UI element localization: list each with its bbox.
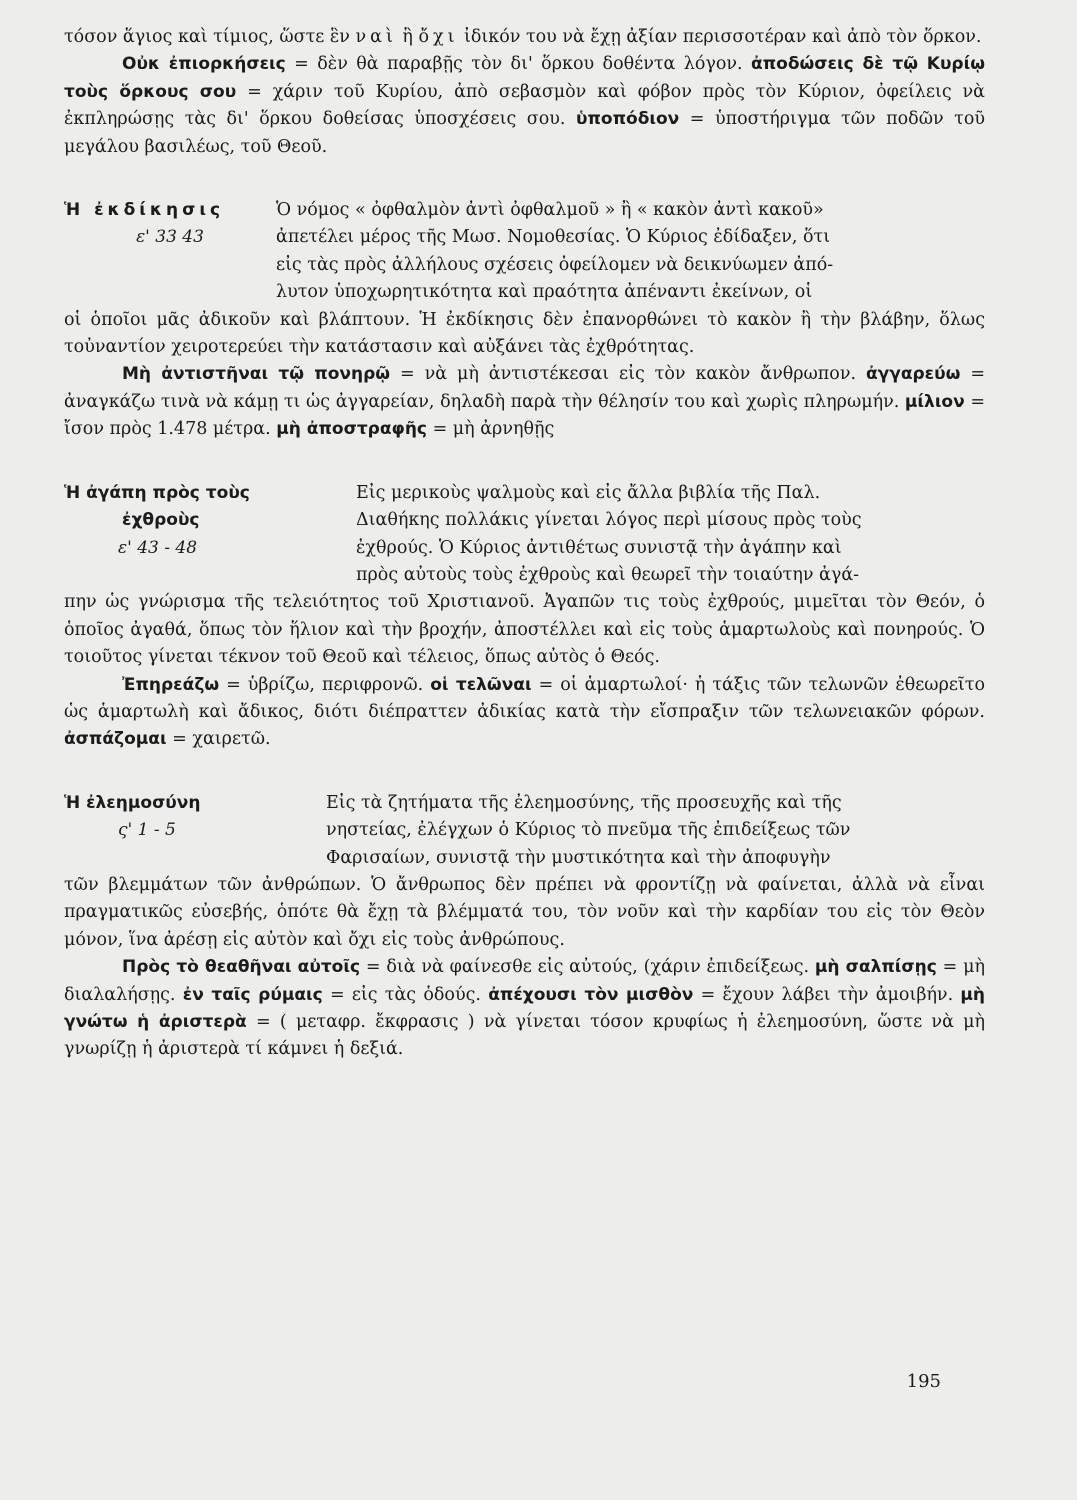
gloss-term: ἀγγαρεύω [865, 364, 961, 385]
section-heading: Ἡ ἐλεημοσύνη [64, 792, 201, 813]
section-heading-line2: ἐχθροὺς [122, 510, 200, 531]
section-glossary [64, 361, 985, 443]
gloss-term: ἐν ταῖς ρύμαις [182, 984, 323, 1005]
spaced-word: ὄχι [418, 27, 459, 47]
section-sidebar [64, 480, 356, 562]
gloss-term: Πρὸς τὸ θεαθῆναι αὐτοῖς [122, 957, 361, 978]
text: ἢ [396, 27, 419, 47]
text-line: Φαρισαίων, συνιστᾷ τὴν μυστικότητα καὶ τὴν ἀποφυγὴν [326, 847, 831, 868]
text-line: πρὸς αὐτοὺς τοὺς ἐχθροὺς καὶ θεωρεῖ τὴν τοιαύτην ἀγά- [356, 564, 860, 585]
text-line: ἐχθρούς. Ὁ Κύριος ἀντιθέτως συνιστᾷ τὴν ἀγάπην καὶ [356, 537, 842, 558]
gloss-definition: = εἰς τὰς ὁδούς. [322, 984, 489, 1005]
gloss-definition: = ὑποστήριγμα τῶν ποδῶν τοῦ μεγάλου βασιλέως, τοῦ Θεοῦ. [64, 109, 985, 157]
gloss-term: Μὴ ἀντιστῆναι τῷ πονηρῷ [122, 364, 391, 385]
text-line: λυτον ὑποχωρητικότητα καὶ πραότητα ἀπέναντι ἐκείνων, οἱ [276, 282, 813, 303]
text-line: νηστείας, ἐλέγχων ὁ Κύριος τὸ πνεῦμα τῆς ἐπιδείξεως τῶν [326, 820, 851, 841]
text: τόσον ἅγιος καὶ τίμιος, ὥστε ἓν [64, 27, 356, 47]
section-body: τῶν βλεμμάτων τῶν ἀνθρώπων. Ὁ ἄνθρωπος δὲν πρέπει νὰ φροντίζῃ νὰ φαίνεται, ἀλλὰ νὰ εἶναι πραγματικῶς εὐσεβής, ὁπότε θὰ ἔχῃ τὰ βλέμματά του, τὸν νοῦν καὶ τὴν καρδίαν του εἰς τὸν Θεὸν μόνον, ἵνα ἀρέσῃ εἰς αὐτὸν καὶ ὄχι εἰς τοὺς ἀνθρώπους. [64, 874, 985, 950]
gloss-term: οἱ τελῶναι [430, 674, 532, 695]
text-line: εἰς τὰς πρὸς ἀλλήλους σχέσεις ὀφείλομεν νὰ δεικνύωμεν ἀπό- [276, 254, 834, 275]
gloss-term: μὴ ἀποστραφῆς [276, 419, 428, 440]
gloss-definition: = οἱ ἁμαρτωλοί· ἡ τάξις τῶν τελωνῶν ἐθεωρεῖτο ὡς ἁμαρτωλὴ καὶ ἄδικος, διότι διέπραττεν ἀδικίας κατὰ τὴν εἴσπραξιν τῶν τελωνειακῶν φόρων. [64, 674, 986, 722]
gloss-term: ἀποδώσεις δὲ τῷ Κυρίῳ τοὺς ὅρκους σου [64, 54, 985, 102]
gloss-definition: = ὑβρίζω, περιφρονῶ. [219, 674, 431, 695]
section-heading: Ἡ ἐκδίκησις [64, 200, 225, 221]
section-almsgiving [64, 790, 985, 872]
section-intro [326, 790, 985, 872]
section-revenge [64, 197, 985, 307]
text-line: Εἰς τὰ ζητήματα τῆς ἐλεημοσύνης, τῆς προσευχῆς καὶ τῆς [326, 792, 842, 813]
paragraph-oath-continuation [64, 24, 985, 51]
gloss-term: μίλιον [904, 391, 965, 412]
section-sidebar [64, 790, 326, 845]
gloss-definition: = μὴ διαλαλήσῃς. [64, 957, 985, 1005]
paragraph-oath-glossary [64, 51, 985, 161]
gloss-definition: = ἔχουν λάβει τὴν ἀμοιβήν. [693, 984, 961, 1005]
scripture-reference: ε' 43 - 48 [118, 537, 198, 558]
gloss-definition: = νὰ μὴ ἀντιστέκεσαι εἰς τὸν κακὸν ἄνθρωπον. [390, 364, 866, 385]
section-body: πην ὡς γνώρισμα τῆς τελειότητος τοῦ Χριστιανοῦ. Ἀγαπῶν τις τοὺς ἐχθρούς, μιμεῖται τὸν Θεόν, ὁ ὁποῖος ἀγαθά, ὅπως τὸν ἥλιον καὶ τὴν βροχήν, ἀποστέλλει καὶ εἰς τοὺς ἁμαρτωλοὺς καὶ πονηρούς. Ὁ τοιοῦτος γίνεται τέκνον τοῦ Θεοῦ καὶ τέλειος, ὅπως αὐτὸς ὁ Θεός. [64, 592, 985, 668]
text-line: ἀπετέλει μέρος τῆς Μωσ. Νομοθεσίας. Ὁ Κύριος ἐδίδαξεν, ὅτι [276, 227, 831, 248]
text-line: Ὁ νόμος « ὀφθαλμὸν ἀντὶ ὀφθαλμοῦ » ἢ « κακὸν ἀντὶ κακοῦ» [276, 200, 824, 221]
scripture-reference: ε' 33 43 [136, 227, 204, 248]
gloss-definition: = διὰ νὰ φαίνεσθε εἰς αὐτούς, (χάριν ἐπιδείξεως. [360, 957, 815, 978]
scripture-reference: ς' 1 - 5 [118, 820, 176, 841]
section-love-enemies [64, 480, 985, 590]
gloss-term: μὴ σαλπίσῃς [814, 957, 937, 978]
gloss-term: Οὐκ ἐπιορκήσεις [122, 54, 286, 75]
page-number: 195 [906, 1371, 941, 1392]
gloss-term: μὴ γνώτω ἡ ἀριστερὰ [64, 984, 985, 1032]
gloss-definition: = χαιρετῶ. [166, 729, 271, 750]
section-heading: Ἡ ἀγάπη πρὸς τοὺς [64, 482, 250, 503]
gloss-definition: = δὲν θὰ παραβῇς τὸν δι' ὅρκου δοθέντα λόγον. [285, 54, 752, 75]
gloss-definition: = χάριν τοῦ Κυρίου, ἀπὸ σεβασμὸν καὶ φόβον πρὸς τὸν Κύριον, ὀφείλεις νὰ ἐκπληρώσῃς τὰς δι' ὅρκου δοθείσας ὑποσχέσεις σου. [64, 81, 986, 130]
gloss-definition: = ἴσον πρὸς 1.478 μέτρα. [64, 391, 985, 440]
text-line: Διαθήκης πολλάκις γίνεται λόγος περὶ μίσους πρὸς τοὺς [356, 510, 862, 531]
spaced-word: ναὶ [355, 27, 397, 47]
gloss-term: ἀσπάζομαι [64, 729, 167, 750]
gloss-term: Ἐπηρεάζω [122, 674, 220, 695]
section-sidebar [64, 197, 276, 252]
gloss-definition: = μὴ ἀρνηθῇς [427, 419, 555, 440]
text-line: Εἰς μερικοὺς ψαλμοὺς καὶ εἰς ἄλλα βιβλία τῆς Παλ. [356, 482, 821, 503]
gloss-term: ἀπέχουσι τὸν μισθὸν [488, 984, 694, 1005]
section-glossary [64, 672, 985, 754]
section-intro [276, 197, 985, 307]
section-body: οἱ ὁποῖοι μᾶς ἀδικοῦν καὶ βλάπτουν. Ἡ ἐκδίκησις δὲν ἐπανορθώνει τὸ κακὸν ἢ τὴν βλάβην, ὅλως τοὐναντίον χειροτερεύει τὴν κατάστασιν καὶ αὐξάνει τὰς ἐχθρότητας. [64, 309, 985, 358]
section-intro [356, 480, 985, 590]
gloss-definition: = ( μεταφρ. ἔκφρασις ) νὰ γίνεται τόσον κρυφίως ἡ ἐλεημοσύνη, ὥστε νὰ μὴ γνωρίζῃ ἡ ἀριστερὰ τί κάμνει ἡ δεξιά. [64, 1012, 985, 1060]
gloss-definition: = ἀναγκάζω τινὰ νὰ κάμῃ τι ὡς ἀγγαρείαν, δηλαδὴ παρὰ τὴν θέλησίν του καὶ χωρὶς πληρωμήν. [64, 364, 985, 412]
section-glossary [64, 954, 985, 1064]
text: ἰδικόν του νὰ ἔχῃ ἀξίαν περισσοτέραν καὶ ἀπὸ τὸν ὅρκον. [458, 27, 982, 47]
gloss-term: ὑποπόδιον [575, 109, 680, 130]
